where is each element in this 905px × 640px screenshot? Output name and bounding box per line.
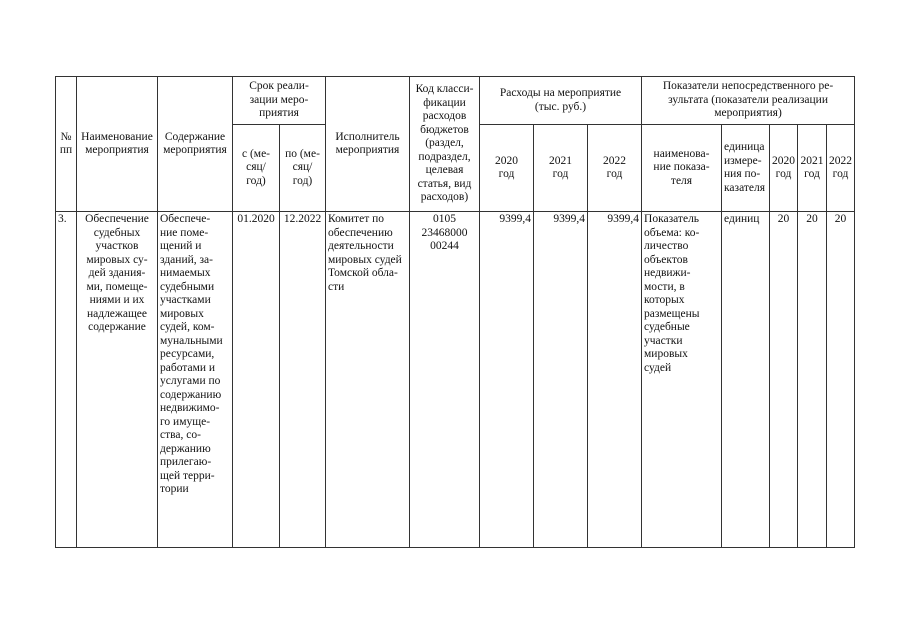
row-term-to: 12.2022	[280, 212, 326, 548]
row-exp-2022: 9399,4	[588, 212, 642, 548]
header-term-from: с (ме- сяц/ год)	[233, 125, 280, 212]
header-name: Наименование мероприятия	[77, 77, 158, 212]
header-ind-2022: 2022 год	[827, 125, 855, 212]
measures-table	[55, 76, 855, 548]
row-executor: Комитет по обеспечению деятельности мировых судей Томской обла- сти	[326, 212, 410, 548]
header-indicators: Показатели непосредственного ре- зультата (показатели реализации мероприятия)	[642, 77, 855, 125]
header-term: Срок реали- зации меро- приятия	[233, 77, 326, 125]
header-expenses: Расходы на мероприятие (тыс. руб.)	[480, 77, 642, 125]
header-ind-2020: 2020 год	[770, 125, 798, 212]
header-exp-2021: 2021 год	[534, 125, 588, 212]
header-executor: Исполнитель мероприятия	[326, 77, 410, 212]
header-code: Код класси- фикации расходов бюджетов (раздел, подраздел, целевая статья, вид расходов)	[410, 77, 480, 212]
row-ind-2022: 20	[827, 212, 855, 548]
row-ind-2020: 20	[770, 212, 798, 548]
row-num: 3.	[56, 212, 77, 548]
header-indicator-unit: единица измере- ния по- казателя	[722, 125, 770, 212]
header-num: № пп	[56, 77, 77, 212]
header-ind-2021: 2021 год	[798, 125, 827, 212]
header-exp-2020: 2020 год	[480, 125, 534, 212]
header-term-to: по (ме- сяц/ год)	[280, 125, 326, 212]
row-indicator-unit: единиц	[722, 212, 770, 548]
header-content: Содержание мероприятия	[158, 77, 233, 212]
row-indicator-name: Показатель объема: ко- личество объектов недвижи- мости, в которых размещены судебные участки мировых судей	[642, 212, 722, 548]
header-row-1	[56, 77, 855, 125]
header-indicator-name: наименова- ние показа- теля	[642, 125, 722, 212]
row-name: Обеспечение судебных участков мировых су- дей здания- ми, помеще- ниями и их надлежащее содержание	[77, 212, 158, 548]
row-code: 0105 23468000 00244	[410, 212, 480, 548]
header-exp-2022: 2022 год	[588, 125, 642, 212]
row-content: Обеспече- ние поме- щений и зданий, за- нимаемых судебными участками мировых судей, ком- мунальными ресурсами, работами и услугами по содержанию недвижимо- го имуще- ства, со- держанию прилегаю- щей терри- тории	[158, 212, 233, 548]
row-ind-2021: 20	[798, 212, 827, 548]
row-exp-2020: 9399,4	[480, 212, 534, 548]
row-term-from: 01.2020	[233, 212, 280, 548]
table-row	[56, 212, 855, 548]
row-exp-2021: 9399,4	[534, 212, 588, 548]
